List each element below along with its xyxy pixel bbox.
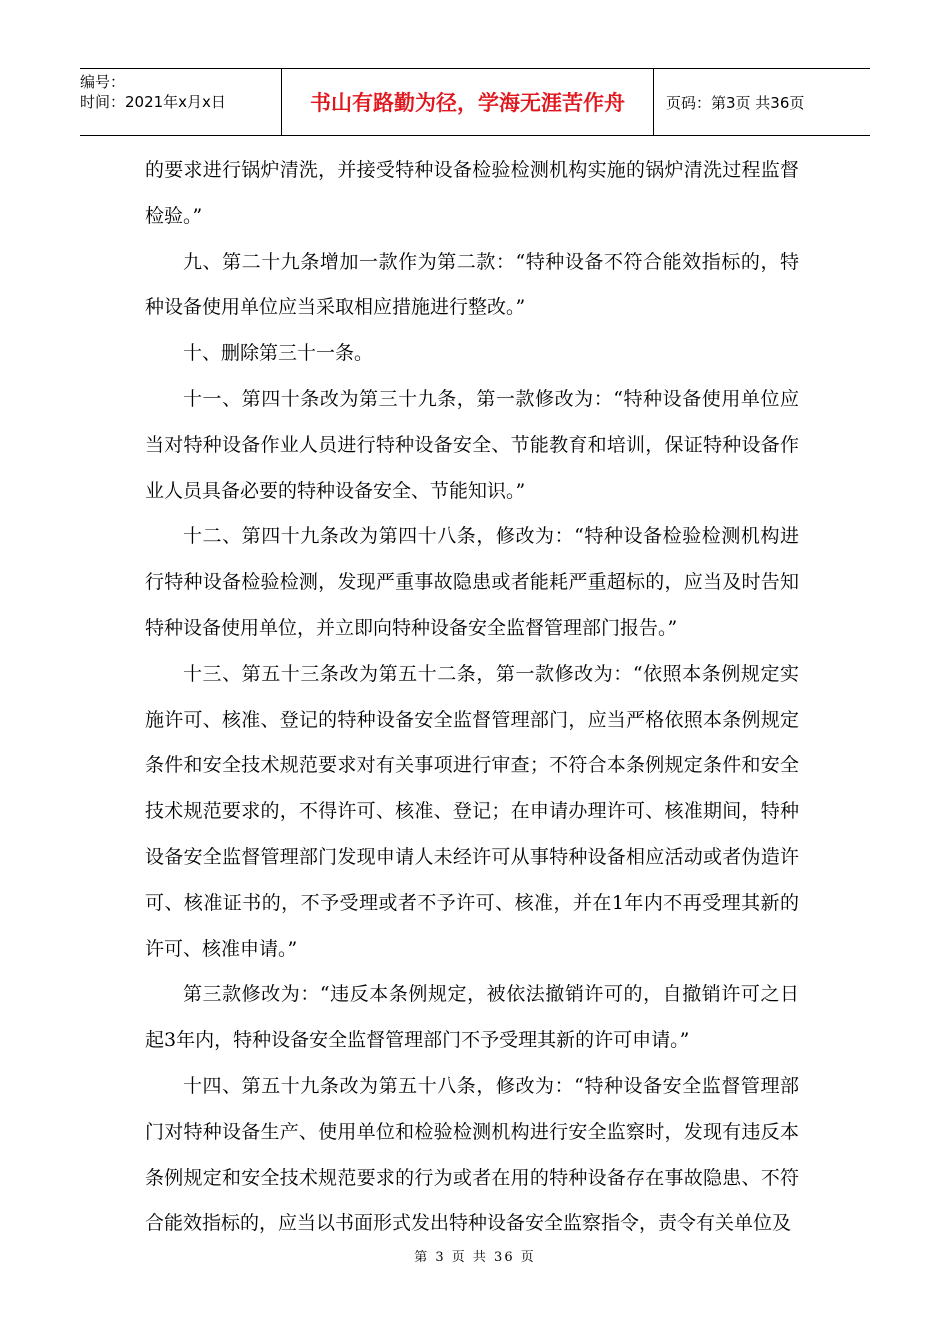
paragraph-continuation: 的要求进行锅炉清洗，并接受特种设备检验检测机构实施的锅炉清洗过程监督检验。”	[145, 159, 799, 227]
paragraph-item-10: 十、删除第三十一条。	[183, 342, 374, 365]
header-page-info: 页码：第3页 共36页	[666, 93, 805, 112]
document-body	[145, 148, 799, 1247]
header-motto: 书山有路勤为径，学海无涯苦作舟	[282, 69, 654, 135]
document-number-label: 编号：	[80, 73, 126, 91]
paragraph-item-13: 十三、第五十三条改为第五十二条，第一款修改为：“依照本条例规定实施许可、核准、登记的特种设备安全监督管理部门，应当严格依照本条例规定条件和安全技术规范要求对有关事项进行审查；不符合本条例规定条件和安全技术规范要求的，不得许可、核准、登记；在申请办理许可、核准期间，特种设备安全监督管理部门发现申请人未经许可从事特种设备相应活动或者伪造许可、核准证书的，不予受理或者不予许可、核准，并在1年内不再受理其新的许可、核准申请。”	[145, 662, 799, 960]
paragraph-item-9: 九、第二十九条增加一款作为第二款：“特种设备不符合能效指标的，特种设备使用单位应当采取相应措施进行整改。”	[145, 250, 799, 319]
paragraph-item-11: 十一、第四十条改为第三十九条，第一款修改为：“特种设备使用单位应当对特种设备作业人员进行特种设备安全、节能教育和培训，保证特种设备作业人员具备必要的特种设备安全、节能知识。”	[145, 387, 799, 502]
paragraph-item-12: 十二、第四十九条改为第四十八条，修改为：“特种设备检验检测机构进行特种设备检验检测，发现严重事故隐患或者能耗严重超标的，应当及时告知特种设备使用单位，并立即向特种设备安全监督管理部门报告。”	[145, 525, 799, 639]
page-footer: 第 3 页 共 36 页	[414, 1250, 536, 1265]
header-meta	[80, 69, 282, 135]
paragraph-item-13-clause-3: 第三款修改为：“违反本条例规定，被依法撤销许可的，自撤销许可之日起3年内，特种设备安全监督管理部门不予受理其新的许可申请。”	[145, 983, 799, 1052]
page-header	[80, 68, 870, 136]
document-date: 时间：2021年x月x日	[80, 93, 226, 111]
paragraph-item-14: 十四、第五十九条改为第五十八条，修改为：“特种设备安全监督管理部门对特种设备生产、使用单位和检验检测机构进行安全监察时，发现有违反本条例规定和安全技术规范要求的行为或者在用的特种设备存在事故隐患、不符合能效指标的，应当以书面形式发出特种设备安全监察指令，责令有关单位及	[145, 1074, 799, 1235]
